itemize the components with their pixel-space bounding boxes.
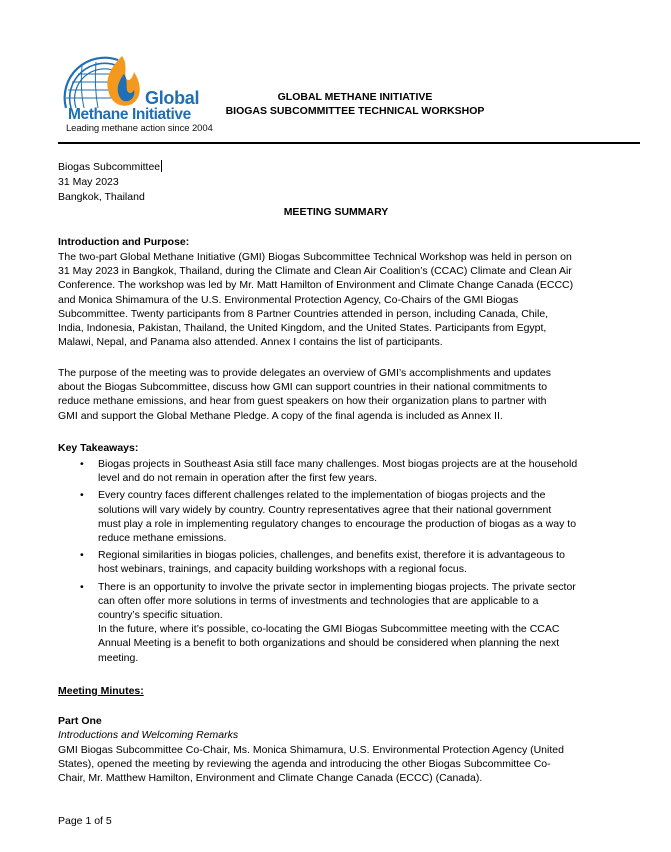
page-number: Page 1 of 5 (58, 815, 112, 827)
minutes-subheading: Introductions and Welcoming Remarks (58, 729, 239, 741)
minutes-part: Part One (58, 715, 102, 727)
logo-text-global: Global (145, 88, 200, 108)
header-title-2: BIOGAS SUBCOMMITTEE TECHNICAL WORKSHOP (225, 105, 485, 117)
text-line: level and do not remain in operation after the first few years. (98, 472, 377, 485)
text-line: States), opened the meeting by reviewing the agenda and introducing the other Biogas Subcommittee Co- (58, 758, 551, 771)
text-line: Chair, Mr. Matthew Hamilton, Environment and Climate Change Canada (ECCC) (Canada). (58, 772, 483, 785)
text-line: about the Biogas Subcommittee, discuss how GMI can support countries in their national commitments to (58, 381, 548, 394)
text-line: The purpose of the meeting was to provide delegates an overview of GMI’s accomplishments and updates (58, 367, 551, 379)
text-line: The two-part Global Methane Initiative (GMI) Biogas Subcommittee Technical Workshop was held in person on (58, 251, 572, 263)
bullet-icon: • (80, 580, 84, 593)
text-line: meeting. (98, 651, 139, 664)
meta-date: 31 May 2023 (58, 176, 119, 188)
text-line: India, Indonesia, Pakistan, Thailand, the United Kingdom, and the United States. Participants from Egypt, (58, 322, 547, 335)
text-line: and Monica Shimamura of the U.S. Environmental Protection Agency, Co-Chairs of the GMI Biogas (58, 293, 519, 306)
intro-heading: Introduction and Purpose: (58, 236, 190, 248)
takeaways-list (58, 457, 620, 668)
text-line: Every country faces different challenges related to the implementation of biogas projects and the (98, 489, 546, 502)
text-line: solutions will vary widely by country. Country representatives agree that their national government (98, 503, 552, 516)
header-divider (58, 142, 640, 144)
text-line: reduce methane emissions, and hear from guest speakers on how their organization plans to partner with (58, 395, 547, 408)
logo-tagline: Leading methane action since 2004 (66, 123, 213, 134)
text-line: Conference. The workshop was led by Mr. Matt Hamilton of Environment and Climate Change Canada (ECCC) (58, 279, 574, 292)
intro-paragraph-2 (58, 366, 618, 423)
text-line: Subcommittee. Twenty participants from 8 Partner Countries attended in person, including Canada, Chile, (58, 307, 549, 320)
meta-place: Bangkok, Thailand (58, 191, 145, 203)
list-item (58, 457, 620, 485)
text-line: host webinars, trainings, and capacity building workshops with a regional focus. (98, 563, 467, 576)
takeaways-heading: Key Takeaways: (58, 442, 139, 454)
text-line: GMI and support the Global Methane Pledge. A copy of the final agenda is included as Annex II. (58, 409, 503, 422)
minutes-heading: Meeting Minutes: (58, 685, 144, 697)
meta-org: Biogas Subcommittee (58, 161, 161, 173)
text-line: There is an opportunity to involve the private sector in implementing biogas projects. The private sector (98, 580, 576, 593)
gmi-logo (58, 50, 218, 136)
header-title-1: GLOBAL METHANE INITIATIVE (277, 91, 433, 103)
text-line: In the future, where it’s possible, co-locating the GMI Biogas Subcommittee meeting with the CCAC (98, 623, 560, 636)
minutes-paragraph (58, 743, 618, 786)
text-line: Regional similarities in biogas policies, challenges, and benefits exist, therefore it is advantageous to (98, 549, 565, 562)
bullet-icon: • (80, 489, 84, 502)
list-item (58, 488, 620, 545)
text-line: country’s specific situation. (98, 609, 223, 622)
text-line: must play a role in implementing regulatory changes to encourage the production of biogas as a way to (98, 517, 577, 530)
logo-text-methane-initiative: Methane Initiative (68, 106, 191, 123)
list-item (58, 580, 620, 665)
intro-paragraph-1 (58, 250, 618, 349)
bullet-icon: • (80, 549, 84, 562)
bullet-icon: • (80, 458, 84, 470)
list-item (58, 548, 620, 576)
doc-title: MEETING SUMMARY (283, 206, 389, 218)
text-line: can often offer more solutions in terms of investments and technologies that are applicable to a (98, 594, 539, 607)
text-line: reduce methane emissions. (98, 532, 227, 545)
text-line: Annual Meeting is a benefit to both organizations and should be considered when planning the next (98, 637, 560, 650)
text-line: GMI Biogas Subcommittee Co-Chair, Ms. Monica Shimamura, U.S. Environmental Protection Agency (United (58, 744, 564, 756)
text-line: Malawi, Nepal, and Panama also attended. Annex I contains the list of participants. (58, 336, 443, 349)
text-cursor (161, 160, 162, 172)
text-line: Biogas projects in Southeast Asia still face many challenges. Most biogas projects are at the household (98, 458, 578, 470)
text-line: 31 May 2023 in Bangkok, Thailand, during the Climate and Clean Air Coalition’s (CCAC) Climate and Clean Air (58, 265, 572, 278)
